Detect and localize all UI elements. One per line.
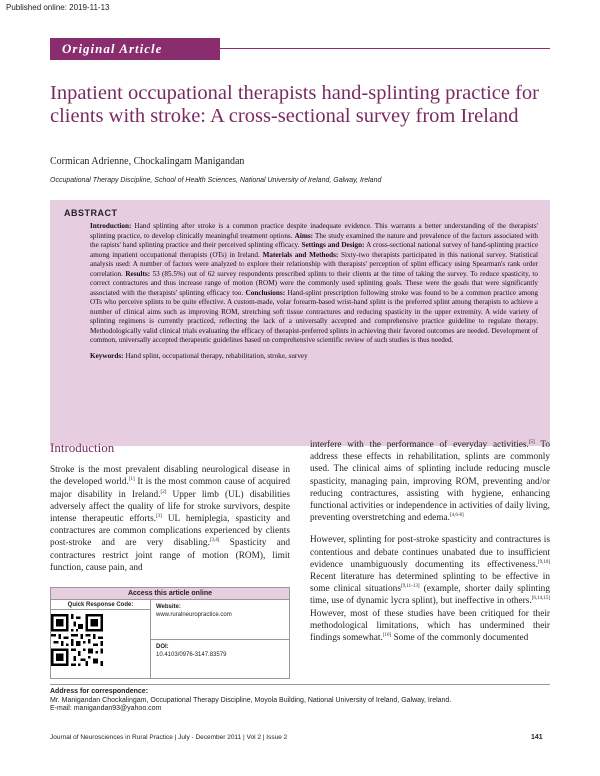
- intro-paragraph-1: [50, 464, 290, 574]
- text-run: Stroke is the most prevalent disabling neurological disease in the developed world.: [50, 465, 290, 488]
- access-box-title: Access this article online: [51, 588, 289, 600]
- website-label: Website:: [156, 604, 181, 610]
- correspondence-label: Address for correspondence:: [50, 688, 149, 695]
- right-column: [310, 439, 550, 653]
- abstract-settings-label: Settings and Design:: [301, 241, 365, 249]
- text-run: To address these effects in rehabilitation, splints are commonly used. The clinical aims of splinting include reducing muscle spasticity, managing pain, improving ROM, preventing and/or reducing contractures, assisting with hygiene, enhancing functional activities or independence in activities of daily living, preventing overstretching and edema.: [310, 440, 550, 524]
- intro-paragraph-1-cont: [310, 439, 550, 524]
- affiliation: Occupational Therapy Discipline, School of Health Sciences, National University of Ireland, Galway, Ireland: [50, 177, 382, 184]
- abstract-methods-text: Sixty-two therapists participated in this national survey. Statistical analysis used: A number of factors were analyzed to explore their relationship with therapists' perception of splint efficacy using Spearman's rank order correlation.: [90, 250, 538, 278]
- abstract-heading: ABSTRACT: [64, 208, 118, 218]
- citation[interactable]: [5]: [528, 439, 535, 445]
- citation[interactable]: [3,4]: [209, 538, 220, 544]
- abstract-results-label: Results:: [125, 269, 151, 278]
- published-online-date: Published online: 2019-11-13: [6, 3, 110, 12]
- text-run: Spasticity and contractures restrict joint range of motion (ROM), limit function, cause pain, and: [50, 538, 290, 573]
- text-run: Some of the commonly documented: [391, 633, 529, 644]
- abstract-settings-text: A cross-sectional national survey of hand-splinting practice among inpatient occupational therapists (OTs) in Ireland.: [90, 241, 539, 259]
- qr-label: Quick Response Code:: [51, 600, 150, 610]
- qr-cell: [51, 600, 151, 678]
- page-number: 141: [531, 734, 543, 741]
- doi-label: DOI:: [156, 643, 169, 650]
- left-column: [50, 442, 290, 583]
- abstract-box: [50, 200, 550, 446]
- text-run: It is the most common cause of acquired major disability in Ireland.: [50, 477, 290, 500]
- text-run: Upper limb (UL) disabilities adversely affect the quality of life for stroke survivors, despite intense therapeutic efforts.: [50, 489, 290, 525]
- abstract-intro-label: Introduction:: [90, 222, 132, 230]
- abstract-methods-label: Materials and Methods:: [262, 250, 339, 259]
- citation[interactable]: [9,10]: [537, 559, 550, 565]
- citation[interactable]: [6,14,15]: [531, 596, 550, 602]
- qr-code-icon[interactable]: [51, 614, 103, 666]
- abstract-text: [64, 222, 538, 346]
- abstract-results-text: 53 (85.5%) out of 62 survey respondents prescribed splints to their clients at the time of taking the survey. To reduce spasticity, to correct contractures and thus increase range of motion (ROM) were the commonly used splinting goals. These were the goals that were significantly associated with the therapists' splinting efficacy too.: [90, 269, 539, 297]
- keywords-label: Keywords:: [90, 351, 124, 360]
- authors: Cormican Adrienne, Chockalingam Manigandan: [50, 156, 245, 167]
- text-run: However, splinting for post-stroke spasticity and contractures is contentious and debate continues unabated due to insufficient evidence unambiguously documenting its effectiveness.: [310, 535, 550, 570]
- citation[interactable]: [1]: [128, 477, 135, 483]
- correspondence-block: [50, 684, 550, 714]
- abstract-conclusions-text: Hand-splint prescription following stroke was found to be a common practice among OTs who perceive splints to be quite effective. A custom-made, volar forearm-based wrist-hand splint is the preferred splint among therapists to achieve a number of clinical aims such as improving ROM, stretching soft tissue contractures and reducing spasticity in the upper extremity. A wide variety of splinting regimens is currently practiced, reflecting the lack of a universally accepted and comprehensive practice guideline to regulate therapy. Methodologically valid clinical trials evaluating the efficacy of therapist-preferred splints in achieving their favored outcomes are needed. Development of common, universally accepted therapeutic guidelines based on comprehensive scientific review of such studies is thus needed.: [90, 288, 539, 344]
- header-rule: [220, 48, 550, 49]
- intro-paragraph-2: [310, 534, 550, 644]
- keywords: [64, 352, 538, 362]
- doi-block: [151, 640, 289, 679]
- journal-footer: Journal of Neurosciences in Rural Practice | July - December 2011 | Vol 2 | Issue 2: [50, 734, 288, 741]
- citation[interactable]: [3]: [156, 513, 162, 519]
- website-link[interactable]: www.ruralneuropractice.com: [156, 612, 232, 618]
- article-title: Inpatient occupational therapists hand-splinting practice for clients with stroke: A cross-sectional survey from Ireland: [50, 82, 539, 127]
- text-run: However, most of these studies have been critiqued for their methodological limitations, which has undermined their findings somewhat.: [310, 608, 550, 644]
- introduction-heading: Introduction: [50, 440, 115, 455]
- text-run: UL hemiplegia, spasticity and contractures are common complications experienced by clients post-stroke and are very disabling.: [50, 514, 290, 549]
- abstract-aims-text: The study examined the nature and prevalence of the factors associated with the rapists' hand splinting practice and their perceived splinting efficacy.: [90, 231, 539, 249]
- article-type-badge: Original Article: [50, 38, 220, 60]
- citation[interactable]: [4,6-8]: [449, 513, 464, 519]
- abstract-conclusions-label: Conclusions:: [245, 288, 286, 297]
- access-box-row: [51, 600, 289, 678]
- abstract-intro-text: Hand splinting after stroke is a common practice despite inadequate evidence. This warrants a better understanding of the therapists' splinting practice, to develop clinically meaningful treatment options.: [90, 222, 538, 240]
- website-block: [151, 600, 289, 640]
- citation[interactable]: [16]: [382, 632, 392, 638]
- doi-link[interactable]: 10.4103/0976-3147.83579: [156, 651, 227, 658]
- correspondence-address: Mr. Manigandan Chockalingam, Occupational Therapy Discipline, Moyola Building, National University of Ireland, Galway, Ireland.: [50, 696, 452, 704]
- abstract-aims-label: Aims:: [294, 231, 314, 240]
- correspondence-email[interactable]: E-mail: manigandan93@yahoo.com: [50, 705, 162, 712]
- access-article-box: [50, 587, 290, 679]
- access-info-cell: [151, 600, 289, 678]
- keywords-text: Hand splint, occupational therapy, rehabilitation, stroke, survey: [123, 351, 308, 360]
- text-run: Recent literature has determined splinting to be effective in some clinical situations: [310, 572, 550, 595]
- text-run: interfere with the performance of everyday activities.: [310, 440, 529, 450]
- text-run: (example, shorter daily splinting time, use of dynamic lycra splint), but ineffective in others.: [310, 584, 550, 607]
- citation[interactable]: [9,11-13]: [400, 584, 420, 590]
- citation[interactable]: [2]: [160, 489, 167, 495]
